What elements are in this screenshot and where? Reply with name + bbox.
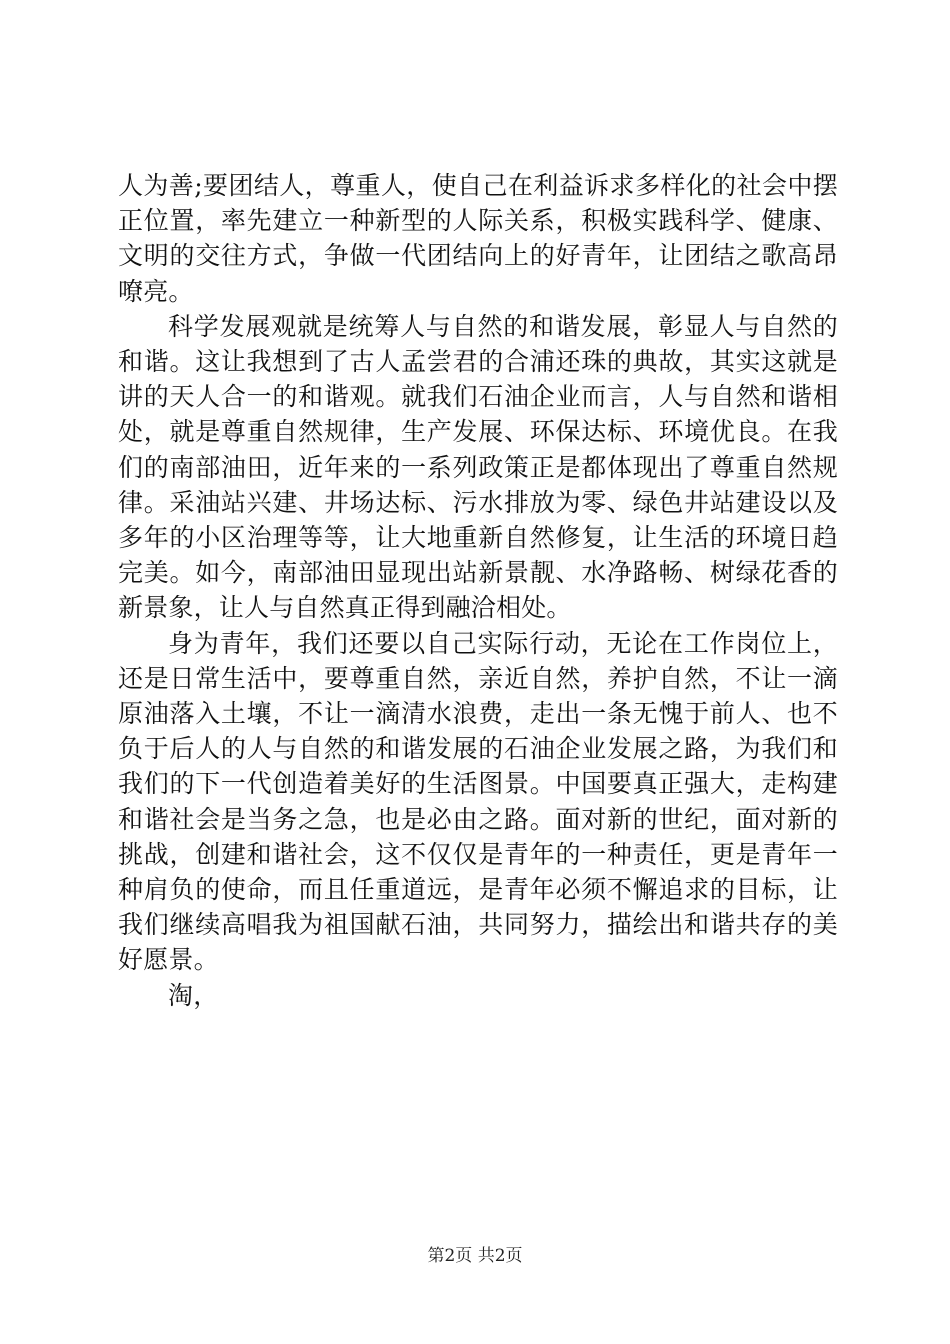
paragraph-1: 人为善;要团结人，尊重人，使自己在利益诉求多样化的社会中摆正位置，率先建立一种新型的人际关系，积极实践科学、健康、文明的交往方式，争做一代团结向上的好青年，让团结之歌高昂嘹亮。	[118, 171, 838, 306]
paragraph-2: 科学发展观就是统筹人与自然的和谐发展，彰显人与自然的和谐。这让我想到了古人孟尝君的合浦还珠的典故，其实这就是讲的天人合一的和谐观。就我们石油企业而言，人与自然和谐相处，就是尊重自然规律，生产发展、环保达标、环境优良。在我们的南部油田，近年来的一系列政策正是都体现出了尊重自然规律。采油站兴建、井场达标、污水排放为零、绿色井站建设以及多年的小区治理等等，让大地重新自然修复，让生活的环境日趋完美。如今，南部油田显现出站新景靓、水净路畅、树绿花香的新景象，让人与自然真正得到融洽相处。	[118, 311, 838, 623]
paragraph-4: 淘，	[168, 980, 219, 1010]
document-body	[118, 168, 838, 1013]
page-number-footer: 第2页 共2页	[427, 1246, 523, 1266]
paragraph-3: 身为青年，我们还要以自己实际行动，无论在工作岗位上，还是日常生活中，要尊重自然，亲近自然，养护自然，不让一滴原油落入土壤，不让一滴清水浪费，走出一条无愧于前人、也不负于后人的人与自然的和谐发展的石油企业发展之路，为我们和我们的下一代创造着美好的生活图景。中国要真正强大，走构建和谐社会是当务之急，也是必由之路。面对新的世纪，面对新的挑战，创建和谐社会，这不仅仅是青年的一种责任，更是青年一种肩负的使命，而且任重道远，是青年必须不懈追求的目标，让我们继续高唱我为祖国献石油，共同努力，描绘出和谐共存的美好愿景。	[118, 628, 838, 975]
